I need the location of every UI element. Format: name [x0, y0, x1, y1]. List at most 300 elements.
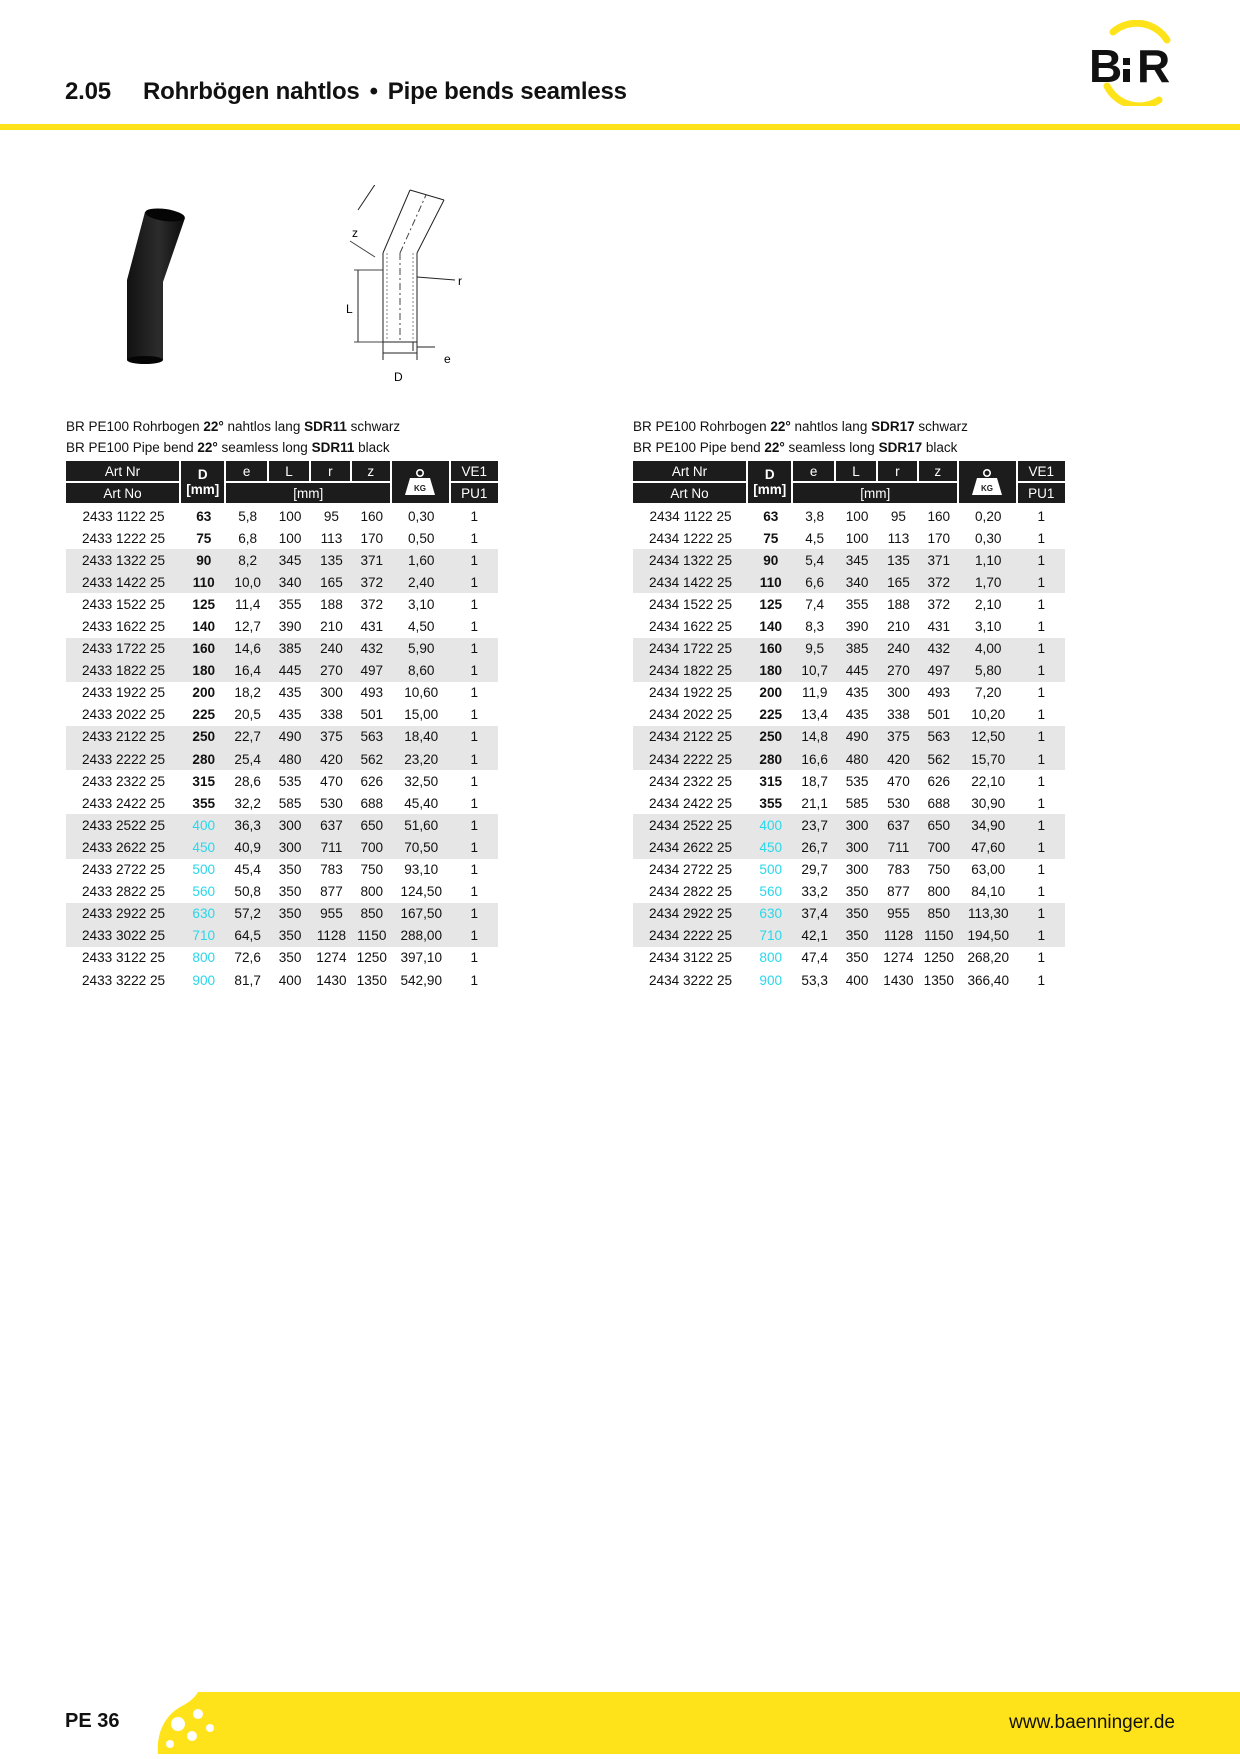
caption-de: BR PE100 Rohrbogen 22° nahtlos lang SDR17 schwarz	[633, 419, 968, 434]
cell-d: 225	[759, 707, 783, 723]
header-rule	[0, 124, 1240, 130]
cell-art-nr: 2434 1622 25	[648, 619, 733, 635]
cell-weight: 10,20	[971, 707, 1006, 723]
col-header-art-no: Art No	[633, 483, 748, 505]
cell-z: 432	[352, 638, 392, 660]
cell-art-nr: 2433 1622 25	[81, 619, 166, 635]
cell-z: 800	[360, 884, 384, 900]
pipe-bend-photo	[120, 200, 200, 370]
cell-r: 783	[320, 862, 343, 878]
cell-l: 480	[269, 748, 311, 770]
cell-d: 125	[759, 596, 783, 612]
table-row	[66, 505, 498, 527]
cell-z: 497	[919, 660, 959, 682]
cell-art-nr: 2434 1822 25	[633, 660, 748, 682]
cell-z: 563	[352, 726, 392, 748]
cell-l: 100	[845, 530, 869, 546]
cell-pu: 1	[1018, 726, 1066, 748]
cell-pu: 1	[451, 660, 499, 682]
col-header-d	[748, 461, 793, 505]
table-row	[633, 726, 1065, 748]
dim-label-L: L	[346, 302, 353, 316]
cell-d: 140	[192, 619, 216, 635]
cell-r: 210	[887, 619, 910, 635]
cell-r: 711	[311, 836, 351, 858]
cell-pu: 1	[451, 925, 499, 947]
cell-weight: 30,90	[971, 795, 1006, 811]
cell-pu: 1	[1037, 950, 1046, 966]
cell-art-nr: 2434 1322 25	[633, 549, 748, 571]
cell-pu: 1	[470, 862, 479, 878]
cell-pu: 1	[470, 707, 479, 723]
cell-weight: 15,70	[959, 748, 1018, 770]
cell-weight: 4,50	[408, 619, 435, 635]
cell-weight: 1,70	[959, 571, 1018, 593]
dim-label-z: z	[352, 226, 358, 240]
cell-weight: 0,30	[408, 508, 435, 524]
cell-l: 350	[278, 950, 302, 966]
cell-pu: 1	[1018, 748, 1066, 770]
cell-pu: 1	[1018, 549, 1066, 571]
cell-pu: 1	[470, 530, 479, 546]
cell-r: 1430	[883, 972, 914, 988]
cell-d: 110	[748, 571, 793, 593]
cell-d: 450	[748, 836, 793, 858]
table-row	[66, 549, 498, 571]
cell-z: 372	[360, 596, 384, 612]
cell-r: 1274	[883, 950, 914, 966]
cell-d: 250	[748, 726, 793, 748]
cell-d: 710	[181, 925, 226, 947]
cell-pu: 1	[1037, 707, 1046, 723]
spec-table	[66, 461, 498, 991]
cell-weight: 0,30	[975, 530, 1002, 546]
cell-r: 113	[887, 530, 910, 546]
cell-weight: 32,50	[404, 773, 439, 789]
cell-z: 372	[927, 596, 951, 612]
table-row	[633, 836, 1065, 858]
svg-text:R: R	[1137, 40, 1171, 92]
cell-e: 18,7	[801, 773, 828, 789]
cell-pu: 1	[1037, 508, 1046, 524]
table-row	[66, 770, 498, 792]
table-row	[66, 903, 498, 925]
cell-pu: 1	[1037, 685, 1046, 701]
table-row	[66, 638, 498, 660]
cell-l: 400	[845, 972, 869, 988]
cell-e: 22,7	[226, 726, 268, 748]
col-header-r: r	[878, 461, 918, 483]
cell-z: 497	[352, 660, 392, 682]
table-row	[66, 836, 498, 858]
col-header-art-nr: Art Nr	[66, 461, 181, 483]
page-number: PE 36	[65, 1710, 120, 1732]
cell-pu: 1	[470, 596, 479, 612]
cell-l: 100	[845, 508, 869, 524]
cell-d: 110	[181, 571, 226, 593]
col-header-weight	[392, 461, 451, 505]
table-row	[66, 660, 498, 682]
cell-pu: 1	[470, 795, 479, 811]
cell-pu: 1	[1037, 862, 1046, 878]
cell-e: 14,6	[226, 638, 268, 660]
cell-weight: 12,50	[959, 726, 1018, 748]
cell-r: 375	[311, 726, 351, 748]
cell-z: 160	[927, 508, 951, 524]
cell-weight: 167,50	[392, 903, 451, 925]
cell-r: 955	[878, 903, 918, 925]
cell-l: 585	[278, 795, 302, 811]
col-header-z: z	[352, 461, 392, 483]
table-row	[633, 748, 1065, 770]
cell-weight: 5,90	[392, 638, 451, 660]
cell-r: 165	[878, 571, 918, 593]
cell-d: 400	[181, 814, 226, 836]
cell-d: 315	[759, 773, 783, 789]
cell-art-nr: 2434 1122 25	[649, 508, 732, 524]
cell-e: 10,0	[226, 571, 268, 593]
cell-l: 340	[269, 571, 311, 593]
col-header-d-label: D	[197, 467, 208, 482]
caption-en: BR PE100 Pipe bend 22° seamless long SDR17 black	[633, 440, 958, 455]
cell-e: 13,4	[801, 707, 828, 723]
cell-weight: 22,10	[971, 773, 1006, 789]
cell-art-nr: 2433 2222 25	[66, 748, 181, 770]
cell-e: 9,5	[793, 638, 835, 660]
cell-pu: 1	[470, 508, 479, 524]
cell-pu: 1	[1018, 660, 1066, 682]
cell-z: 800	[927, 884, 951, 900]
cell-d: 75	[763, 530, 779, 546]
cell-z: 700	[352, 836, 392, 858]
cell-pu: 1	[1018, 903, 1066, 925]
cell-l: 300	[845, 862, 869, 878]
cell-l: 535	[278, 773, 302, 789]
cell-weight: 47,60	[959, 836, 1018, 858]
cell-z: 432	[919, 638, 959, 660]
table-row	[66, 792, 498, 814]
cell-r: 165	[311, 571, 351, 593]
cell-r: 210	[320, 619, 343, 635]
col-header-pu1: PU1	[451, 483, 499, 505]
cell-art-nr: 2433 2722 25	[81, 862, 166, 878]
cell-e: 36,3	[226, 814, 268, 836]
cell-weight: 288,00	[392, 925, 451, 947]
cell-z: 372	[352, 571, 392, 593]
col-header-d	[181, 461, 226, 505]
col-header-r: r	[311, 461, 351, 483]
cell-pu: 1	[451, 638, 499, 660]
cell-d: 200	[192, 685, 216, 701]
cell-z: 750	[360, 862, 384, 878]
col-header-d-unit: [mm]	[186, 482, 220, 497]
cell-art-nr: 2434 2722 25	[648, 862, 733, 878]
cell-art-nr: 2433 3122 25	[81, 950, 166, 966]
cell-z: 372	[919, 571, 959, 593]
cell-r: 470	[320, 773, 343, 789]
cell-e: 6,6	[793, 571, 835, 593]
cell-z: 170	[927, 530, 951, 546]
cell-art-nr: 2434 2222 25	[633, 925, 748, 947]
table-row	[66, 947, 498, 969]
cell-z: 850	[352, 903, 392, 925]
cell-e: 11,9	[801, 685, 828, 701]
cell-l: 385	[836, 638, 878, 660]
cell-d: 75	[196, 530, 212, 546]
cell-weight: 51,60	[392, 814, 451, 836]
cell-r: 95	[890, 508, 906, 524]
cell-weight: 194,50	[959, 925, 1018, 947]
cell-l: 490	[269, 726, 311, 748]
cell-weight: 93,10	[404, 862, 439, 878]
cell-l: 490	[836, 726, 878, 748]
cell-l: 535	[845, 773, 869, 789]
table-row	[633, 571, 1065, 593]
cell-weight: 84,10	[971, 884, 1006, 900]
cell-r: 1274	[316, 950, 347, 966]
cell-e: 25,4	[226, 748, 268, 770]
cell-r: 420	[311, 748, 351, 770]
cell-weight: 15,00	[404, 707, 439, 723]
cell-l: 355	[845, 596, 869, 612]
cell-e: 28,6	[234, 773, 261, 789]
cell-weight: 5,80	[959, 660, 1018, 682]
cell-r: 300	[887, 685, 910, 701]
cell-r: 188	[887, 596, 910, 612]
cell-weight: 10,60	[404, 685, 439, 701]
cell-l: 355	[278, 596, 302, 612]
cell-l: 350	[269, 903, 311, 925]
cell-art-nr: 2433 2822 25	[81, 884, 166, 900]
cell-l: 100	[278, 530, 302, 546]
cell-d: 900	[192, 972, 216, 988]
cell-pu: 1	[1037, 596, 1046, 612]
cell-weight: 18,40	[392, 726, 451, 748]
table-row	[66, 726, 498, 748]
cell-pu: 1	[451, 748, 499, 770]
cell-e: 53,3	[801, 972, 828, 988]
cell-r: 955	[311, 903, 351, 925]
cell-e: 6,8	[238, 530, 258, 546]
cell-d: 140	[759, 619, 783, 635]
cell-d: 90	[181, 549, 226, 571]
cell-d: 900	[759, 972, 783, 988]
cell-r: 711	[878, 836, 918, 858]
cell-e: 32,2	[234, 795, 261, 811]
cell-r: 637	[311, 814, 351, 836]
cell-art-nr: 2433 1322 25	[66, 549, 181, 571]
cell-art-nr: 2433 2922 25	[66, 903, 181, 925]
cell-l: 350	[278, 884, 302, 900]
cell-d: 400	[748, 814, 793, 836]
cell-e: 16,4	[226, 660, 268, 682]
cell-z: 501	[927, 707, 951, 723]
cell-z: 160	[360, 508, 384, 524]
cell-z: 1350	[923, 972, 954, 988]
cell-l: 435	[278, 707, 302, 723]
cell-weight: 8,60	[392, 660, 451, 682]
cell-d: 560	[192, 884, 216, 900]
cell-l: 345	[269, 549, 311, 571]
cell-z: 563	[919, 726, 959, 748]
table-row	[633, 947, 1065, 969]
cell-art-nr: 2434 2522 25	[633, 814, 748, 836]
cell-art-nr: 2434 3122 25	[648, 950, 733, 966]
cell-art-nr: 2434 1422 25	[633, 571, 748, 593]
cell-art-nr: 2434 1522 25	[648, 596, 733, 612]
cell-art-nr: 2433 2322 25	[81, 773, 166, 789]
cell-z: 371	[352, 549, 392, 571]
cell-weight: 2,10	[975, 596, 1002, 612]
cell-e: 10,7	[793, 660, 835, 682]
cell-z: 501	[360, 707, 384, 723]
spec-table	[633, 461, 1065, 991]
cell-l: 400	[278, 972, 302, 988]
cell-weight: 23,20	[392, 748, 451, 770]
cell-r: 1430	[316, 972, 347, 988]
cell-r: 877	[320, 884, 343, 900]
cell-d: 200	[759, 685, 783, 701]
cell-r: 375	[878, 726, 918, 748]
cell-e: 16,6	[793, 748, 835, 770]
cell-d: 710	[748, 925, 793, 947]
cell-pu: 1	[1018, 925, 1066, 947]
cell-art-nr: 2433 2422 25	[81, 795, 166, 811]
cell-pu: 1	[1018, 836, 1066, 858]
cell-e: 8,2	[226, 549, 268, 571]
table-row	[66, 748, 498, 770]
table-row	[66, 859, 498, 881]
cell-d: 355	[759, 795, 783, 811]
cell-d: 630	[748, 903, 793, 925]
cell-e: 26,7	[793, 836, 835, 858]
cell-l: 390	[845, 619, 869, 635]
cell-z: 650	[352, 814, 392, 836]
cell-e: 33,2	[801, 884, 828, 900]
table-row	[633, 903, 1065, 925]
cell-e: 7,4	[805, 596, 825, 612]
cell-r: 240	[311, 638, 351, 660]
dim-label-r: r	[458, 274, 462, 288]
cell-d: 800	[192, 950, 216, 966]
cell-weight: 34,90	[959, 814, 1018, 836]
kg-label: KG	[414, 484, 427, 493]
cell-l: 350	[278, 862, 302, 878]
cell-d: 280	[181, 748, 226, 770]
cell-r: 240	[878, 638, 918, 660]
cell-art-nr: 2434 3222 25	[648, 972, 733, 988]
cell-pu: 1	[451, 726, 499, 748]
table-row	[66, 593, 498, 615]
cell-art-nr: 2433 1222 25	[81, 530, 166, 546]
page-title	[65, 78, 627, 106]
cell-pu: 1	[470, 884, 479, 900]
cell-weight: 63,00	[971, 862, 1006, 878]
cell-d: 63	[763, 508, 779, 524]
cell-r: 1128	[878, 925, 918, 947]
cell-art-nr: 2433 3222 25	[81, 972, 166, 988]
cell-d: 125	[192, 596, 216, 612]
brand-logo	[1085, 20, 1185, 106]
cell-d: 180	[748, 660, 793, 682]
table-block-sdr11	[66, 416, 506, 991]
cell-z: 626	[927, 773, 951, 789]
cell-e: 42,1	[793, 925, 835, 947]
cell-e: 11,4	[234, 596, 261, 612]
cell-weight: 366,40	[967, 972, 1010, 988]
cell-art-nr: 2433 1522 25	[81, 596, 166, 612]
weight-icon	[970, 467, 1004, 497]
cell-weight: 4,00	[959, 638, 1018, 660]
cell-z: 431	[927, 619, 951, 635]
kg-label: KG	[981, 484, 994, 493]
col-header-z: z	[919, 461, 959, 483]
brand-pattern-icon	[152, 1692, 232, 1754]
cell-d: 180	[181, 660, 226, 682]
cell-r: 95	[323, 508, 339, 524]
cell-l: 445	[836, 660, 878, 682]
cell-pu: 1	[451, 571, 499, 593]
cell-pu: 1	[1037, 773, 1046, 789]
cell-d: 630	[181, 903, 226, 925]
cell-l: 350	[269, 925, 311, 947]
weight-icon	[403, 467, 437, 497]
cell-e: 23,7	[793, 814, 835, 836]
cell-e: 20,5	[234, 707, 261, 723]
cell-z: 562	[352, 748, 392, 770]
cell-weight: 45,40	[404, 795, 439, 811]
col-header-art-nr: Art Nr	[633, 461, 748, 483]
cell-e: 57,2	[226, 903, 268, 925]
cell-r: 188	[320, 596, 343, 612]
cell-e: 5,8	[238, 508, 258, 524]
table-row	[633, 593, 1065, 615]
cell-e: 40,9	[226, 836, 268, 858]
col-header-l: L	[836, 461, 878, 483]
cell-pu: 1	[1037, 884, 1046, 900]
cell-l: 100	[278, 508, 302, 524]
col-header-art-no: Art No	[66, 483, 181, 505]
cell-l: 300	[836, 836, 878, 858]
cell-art-nr: 2434 2422 25	[648, 795, 733, 811]
cell-e: 14,8	[793, 726, 835, 748]
col-header-ve1: VE1	[1018, 461, 1066, 483]
cell-l: 480	[836, 748, 878, 770]
cell-art-nr: 2434 1922 25	[648, 685, 733, 701]
cell-z: 371	[919, 549, 959, 571]
table-row	[633, 682, 1065, 704]
cell-e: 29,7	[801, 862, 828, 878]
cell-art-nr: 2433 2022 25	[81, 707, 166, 723]
cell-pu: 1	[470, 972, 479, 988]
cell-r: 783	[887, 862, 910, 878]
website-link[interactable]: www.baenninger.de	[1009, 1712, 1175, 1733]
cell-l: 585	[845, 795, 869, 811]
table-row	[66, 682, 498, 704]
cell-d: 355	[192, 795, 216, 811]
cell-weight: 1,60	[392, 549, 451, 571]
cell-e: 12,7	[234, 619, 261, 635]
cell-r: 1128	[311, 925, 351, 947]
cell-r: 135	[311, 549, 351, 571]
cell-d: 560	[759, 884, 783, 900]
cell-z: 626	[360, 773, 384, 789]
cell-art-nr: 2434 2222 25	[633, 748, 748, 770]
cell-e: 50,8	[234, 884, 261, 900]
cell-e: 18,2	[234, 685, 261, 701]
cell-weight: 542,90	[400, 972, 443, 988]
cell-z: 700	[919, 836, 959, 858]
